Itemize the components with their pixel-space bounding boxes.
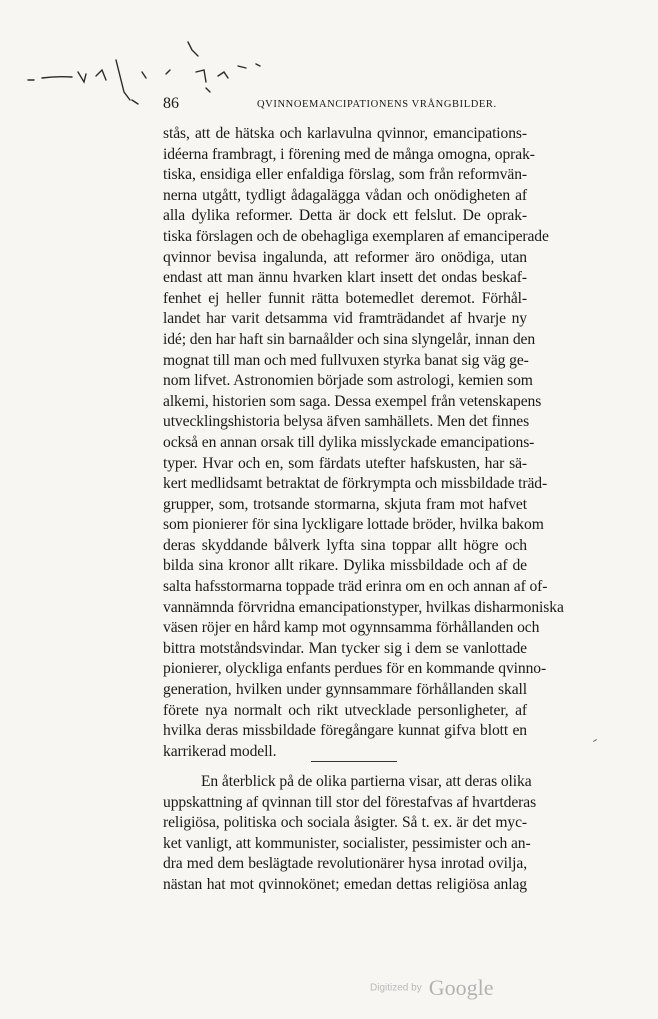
text-line: pionierer, olyckliga enfants perdues för en kommande qvinno- [163, 660, 547, 678]
body-paragraph-1 [163, 124, 564, 762]
text-line: utvecklingshistoria belysa äfven samhällets. Men det finnes [163, 413, 530, 431]
text-line: qvinnor bevisa ingalunda, att reformer äro onödiga, utan [163, 248, 527, 266]
running-head [163, 95, 527, 117]
text-line: uppskattning af qvinnan till stor del förestafvas af hvartderas [163, 793, 537, 811]
text-line: En återblick på de olika partierna visar, att deras olika [201, 773, 532, 790]
text-line: nerna utgått, tydligt ådagalägga vådan och onödigheten af [163, 186, 527, 204]
text-line: också en annan orsak till dylika misslyckade emancipations- [163, 433, 535, 451]
text-line: kert medlidsamt betraktat de förkrympta och missbildade träd- [163, 475, 548, 493]
text-line: alla dylika reformer. Detta är dock ett felslut. De oprak- [163, 207, 527, 225]
text-line: alkemi, historien som saga. Dessa exempel från vetenskapens [163, 392, 542, 410]
section-divider [311, 761, 397, 762]
text-line: idéerna frambragt, i förening med de många omogna, oprak- [163, 145, 535, 163]
body-paragraph-2 [163, 772, 537, 896]
text-line: generation, hvilken under gynnsammare förhållanden skall [163, 681, 527, 699]
text-line: nom lifvet. Astronomien började som astrologi, kemien som [163, 372, 533, 390]
text-line: vannämnda förvridna emancipationstyper, hvilkas disharmoniska [163, 598, 564, 616]
text-line: idé; den har haft sin barnaålder och sina slyngelår, innan den [163, 330, 536, 348]
text-line: karrikerad modell. [163, 742, 277, 760]
page-number: 86 [163, 95, 179, 112]
google-logo: Google [428, 975, 494, 1000]
text-line: deras skyddande bålverk lyfta sina toppar allt högre och [163, 536, 527, 554]
digitized-by-text: Digitized by [370, 982, 422, 994]
text-line: bilda sina kronor allt rikare. Dylika missbildade och af de [163, 557, 527, 575]
text-line: salta hafsstormarna toppade träd erinra om en och annan af of- [163, 578, 548, 596]
margin-tick-mark [593, 739, 597, 742]
text-line: stås, att de hätska och karlavulna qvinnor, emancipations- [163, 125, 527, 142]
text-line: förete nya normalt och rikt utvecklade personligheter, af [163, 701, 527, 719]
text-line: nästan hat mot qvinnokönet; emedan dettas religiösa anlag [163, 875, 527, 893]
text-line: religiösa, politiska och sociala åsigter. Så t. ex. är det myc- [163, 814, 527, 832]
text-line: hvilka deras missbildade föregångare kunnat gifva blott en [163, 722, 527, 740]
text-line: väsen röjer en hård kamp mot ogynnsamma förhållanden och [163, 619, 540, 637]
text-line: bittra motståndsvindar. Man tycker sig i dem se vanlottade [163, 639, 527, 657]
text-line: landet har varit detsamma vid framträdandet af hvarje ny [163, 310, 527, 328]
running-title: QVINNOEMANCIPATIONENS VRÅNGBILDER. [257, 99, 497, 110]
text-line: fenhet ej heller funnit rätta botemedlet deremot. Förhål- [163, 289, 527, 307]
text-line: dra med dem beslägtade revolutionärer hysa inrotad ovilja, [163, 855, 527, 873]
text-line: som pionierer för sina lyckligare lottade bröder, hvilka bakom [163, 516, 544, 534]
text-line: mognat till man och med fullvuxen styrka banat sig väg ge- [163, 351, 529, 369]
digitized-watermark [370, 975, 493, 999]
text-line: typer. Hvar och en, som färdats utefter hafskusten, har sä- [163, 454, 527, 472]
text-line: grupper, som, trotsande stormarna, skjuta fram mot hafvet [163, 495, 527, 513]
text-line: endast att man ännu hvarken klart insett det ondas beskaf- [163, 269, 527, 287]
text-line: ket vanligt, att kommunister, socialister, pessimister och an- [163, 834, 531, 852]
text-line: tiska förslagen och de obehagliga exemplaren af emanciperade [163, 227, 549, 245]
text-line: tiska, ensidiga eller enfaldiga förslag, som från reformvän- [163, 166, 527, 184]
